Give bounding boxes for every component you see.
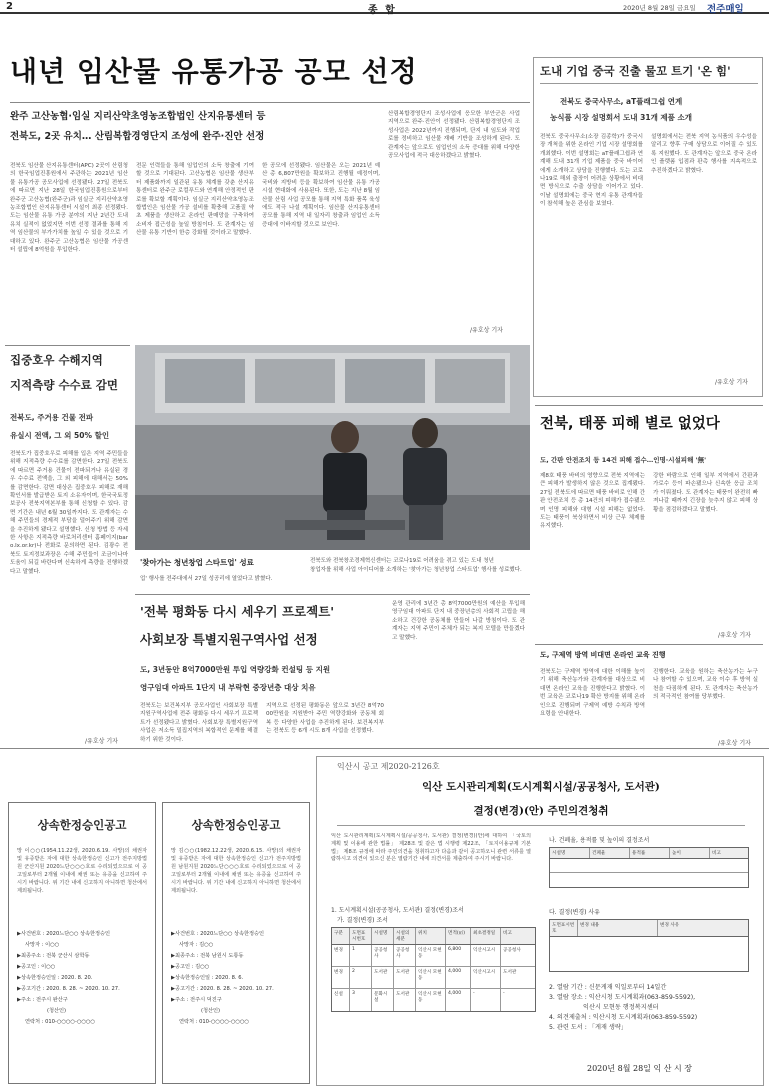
table-cell: 문화시설 (372, 989, 394, 1011)
ad-right-sec-r1: 나. 건폐율, 용적률 및 높이의 결정조서 (549, 837, 650, 844)
ad-right-r-table (549, 847, 749, 888)
lead-divider (10, 102, 530, 103)
table-cell: 익산시 모현동 (416, 989, 446, 1011)
china-subhead-2: 농식품 시장 설명회서 도내 31개 제품 소개 (550, 113, 693, 122)
welfare-rule (135, 594, 530, 595)
table-cell: 도서관 (394, 967, 416, 988)
lead-subhead-2: 전북도, 2곳 유치… 산림복합경영단지 조성에 완주·진안 선정 (10, 131, 265, 142)
ad-right-r-table2 (549, 919, 749, 972)
typhoon-body-col2: 강한 바람으로 인해 일부 지역에서 간판과 가로수 등이 파손됐으나 신속한 응급 조치가 이뤄졌다. 도 관계자는 태풍이 완전히 빠져나갈 때까지 긴장을 늦추지 않고 피해 상황을 점검하겠다고 말했다. (653, 473, 758, 513)
welfare-body-col3: 운영 관리에 3년간 총 8억7000만원의 예산을 투입해 영구임대 아파트 단지 내 중장년층의 사회적 고립을 해소하고 건강한 공동체를 만들어 나갈 방침이다. 도 관계자는 지역 주민이 주체가 되는 복지 모델을 만들겠다고 말했다. (392, 601, 525, 641)
welfare-title-2: 사회보장 특별지원구역사업 선정 (140, 632, 318, 647)
ad-right-footer-item: 2. 열람 기간 : 신문게재 익일로부터 14일간 (549, 984, 667, 991)
ad-left-item: ▶상속한정승인일 : 2020. 8. 20. (17, 975, 93, 981)
ad-right-table (331, 927, 536, 1012)
typhoon-rule (535, 405, 763, 406)
r-table-header-cell: 비고 (712, 851, 721, 856)
ad-right-title-underline (337, 825, 745, 826)
left-article-body: 전북도가 집중호우로 피해를 입은 지역 주민들을 위해 지적측량 수수료를 감면한다. 27일 전북도에 따르면 주거용 건물이 전파되거나 유실된 경우 수수료 전액을, 그 외 피해에 대해서는 50%를 감면한다. 감면 대상은 집중호우 피해로 재해 확인서를 발급받은 토지 소유자이며, 한국국토정보공사 전북지역본부를 통해 신청할 수 있다. 감면 기간은 내년 6월 30일까지다. 도 관계자는 수해 주민들의 경제적 부담을 덜어주기 위해 감면을 추진하게 됐다고 설명했다. 신청 방법 등 자세한 사항은 지적측량 바로처리센터 홈페이지(baro.lx.or.kr)나 전화로 문의하면 된다. 김광수 전북도 토지정보과장은 수해 주민들이 조금이나마 도움이 되길 바란다며 신속하게 측량을 진행하겠다고 말했다. (10, 451, 128, 575)
welfare-body-col1: 전북도는 보건복지부 공모사업인 사회보장 특별지원구역사업에 전주 평화동 다시 세우기 프로젝트가 선정됐다고 밝혔다. 사회보장 특별지원구역사업은 저소득 밀집지역의 복합적인 문제를 해결하기 위한 것이다. (140, 703, 258, 742)
ad-left-items (17, 929, 147, 1028)
ad-left-item: 연락처 : 010-○○○○-○○○○ (25, 1019, 95, 1025)
left-article-subhead-1: 전북도, 주거용 건물 전파 (10, 413, 94, 422)
china-title: 도내 기업 중국 진출 물꼬 트기 '온 힘' (540, 63, 758, 84)
ad-inheritance-mid (162, 802, 310, 1084)
welfare-title-1: '전북 평화동 다시 세우기 프로젝트' (140, 604, 335, 619)
china-subhead-1: 전북도 중국사무소, aT플래그쉽 연계 (560, 97, 683, 106)
table-cell: 도서관 (372, 967, 394, 988)
edu-body-col1: 전북도는 구제역 방역에 대한 이해를 높이기 위해 축산농가와 관계자를 대상으로 비대면 온라인 교육을 진행한다고 밝혔다. 이번 교육은 코로나19 확산 방지를 위해 온라인으로 진행되며 구제역 예방 수칙과 방역 요령을 안내한다. (540, 669, 645, 718)
ad-right-title-1: 익산 도시관리계획(도시계획시설/공공청사, 도서관) (422, 781, 660, 793)
left-article-byline: /유호상 기자 (85, 738, 118, 745)
typhoon-body-col1: 제8호 태풍 바비의 영향으로 전북 지역에는 큰 피해가 발생하지 않은 것으로 집계됐다. 27일 전북도에 따르면 태풍 바비로 인해 간판 안전조치 등 총 14건의 피해가 접수됐으며 인명 피해와 대형 시설 피해는 없었다. 도는 태풍이 북상하면서 비상 근무 체제를 유지했다. (540, 473, 645, 530)
lead-subhead-1: 완주 고산농협·임실 지리산약초영농조합법인 산지유통센터 등 (10, 111, 266, 122)
lead-body-col4: 산림복합경영단지 조성사업에 응모한 부안군은 사업 지역으로 완주·진안이 선정됐다. 산림복합경영단지 조성사업은 2022년까지 진행되며, 단지 내 임도와 작업로를 정비하고 임산물 재배 기반을 조성하게 된다. 도 관계자는 앞으로도 임업인의 소득 증대를 위해 다양한 공모사업에 적극 대응하겠다고 밝혔다. (388, 111, 520, 160)
ad-right-sec1: 1. 도시계획시설(공공청사, 도서관) 결정(변경)조서 (331, 907, 464, 914)
page-number: 2 (6, 1, 13, 12)
edu-byline: /유호상 기자 (718, 740, 751, 747)
table-cell: 익산시고시 (471, 967, 501, 988)
ad-mid-item: ▶사건번호 : 2020느단○○ 상속한정승인 (171, 931, 265, 937)
ad-mid-item: (청산인) (201, 1008, 221, 1014)
table-header-cell: 비고 (503, 931, 512, 936)
ad-left-item: (청산인) (47, 1008, 67, 1014)
table-cell: 4,000 (446, 967, 471, 988)
left-article-rule (5, 345, 130, 346)
r-table2-row (550, 937, 748, 971)
photo-caption-bottom: 업' 행사를 전주대에서 27일 성공리에 열었다고 밝혔다. (140, 576, 273, 582)
issue-date: 2020년 8월 28일 금요일 (623, 4, 696, 12)
table-cell: 1 (350, 945, 372, 966)
welfare-subhead-2: 영구임대 아파트 1단지 내 부락현 중장년층 대상 치유 (140, 683, 316, 692)
table-cell: 신설 (332, 989, 350, 1011)
ad-mid-body: 망 김○○(1982.12.22생, 2020.6.15. 사망)의 채권자 및 유증받은 자에 대한 상속한정승인 신고가 전주지방법원 남원지원 2020느단○○○호로 수리되었으므로 이 공고일로부터 2개월 이내에 채권 또는 유증을 신고하여 주시기 바랍니다. 위 기간 내에 신고하지 아니하면 청산에서 제외됩니다. (171, 848, 301, 894)
table-header-row (332, 928, 535, 945)
left-article-subhead-2: 유실시 전액, 그 외 50% 할인 (10, 431, 110, 440)
ad-right-title-2: 결정(변경)(안) 주민의견청취 (473, 805, 609, 817)
table-cell: 6,800 (446, 945, 471, 966)
ad-left-item: ▶사건번호 : 2020느단○○ 상속한정승인 (17, 931, 111, 937)
table-header-cell: 구분 (332, 928, 350, 944)
ad-right-sec-r2: 다. 결정(변경) 사유 (549, 909, 600, 916)
photo-caption-text-1: 전북도와 전북창조경제혁신센터는 코로나19로 어려움을 겪고 있는 도내 청년 (310, 558, 494, 564)
china-body-col2: 설명회에서는 전북 지역 농식품의 우수성을 알리고 향후 구매 상담으로 이어질 수 있도록 지원했다. 도 관계자는 앞으로 중국 온라인 플랫폼 입점과 판촉 행사를 지속적으로 추진하겠다고 밝혔다. (651, 134, 757, 174)
table-header-cell: 면적(㎡) (446, 928, 471, 944)
section-name: 종 합 (368, 5, 397, 16)
r-table-row (550, 859, 748, 873)
table-cell: 3 (350, 989, 372, 1011)
r-table-header-cell: 높이 (670, 848, 710, 858)
ad-mid-item: ▶주소 : 전주시 덕진구 (171, 997, 222, 1003)
china-byline: /유호상 기자 (715, 379, 748, 386)
lead-body-col3: 한 공모에 선정됐다. 임산물은 오는 2021년 예산 총 6,807만원을 확보하고 진행될 예정이며, 국비와 지방비 등을 확보하여 임산물 유통 가공 시설 현대화에 사용된다. 또한, 도는 지난 8월 임산물 산림 사업 공모를 통해 지역 특화 품목 육성에도 적극 나설 계획이다. 임산물 산지유통센터 공모를 통해 지역 내 일자리 창출과 임업인 소득 증대에 이바지할 것으로 보인다. (262, 163, 380, 228)
ad-mid-item: 사망자 : 김○○ (179, 942, 214, 948)
photo-illustration (135, 345, 530, 550)
ad-mid-item: 연락처 : 010-○○○○-○○○○ (179, 1019, 249, 1025)
ad-left-item: 사망자 : 이○○ (25, 942, 60, 948)
photo-caption-text-2: 창업자를 위해 사업 아이디어를 소개하는 '찾아가는 청년창업 스타트업' 행사를 성료했다. (310, 567, 522, 573)
table-cell: 변경 (332, 945, 350, 966)
startup-event-photo (135, 345, 530, 550)
ad-right-footer-item: 3. 열람 장소 : 익산시청 도시계획과(063-859-5592), (549, 994, 696, 1001)
page-header (0, 0, 769, 14)
ad-right-footer-item: 5. 관련 도서 : 「게재 생략」 (549, 1024, 628, 1031)
table-header-cell: 시설명 (372, 928, 394, 944)
table-cell: 공공청사 (372, 945, 394, 966)
table-row (332, 967, 535, 989)
r-table-header-cell: 건폐율 (590, 848, 630, 858)
ad-mid-items (171, 929, 301, 1028)
left-article-title-2: 지적측량 수수료 감면 (10, 378, 118, 392)
photo-caption-main: '찾아가는 청년창업 스타트업' 성료 (140, 558, 254, 567)
edu-title: 도, 구제역 방역 비대면 온라인 교육 진행 (540, 651, 666, 659)
table-cell: - (471, 989, 501, 1011)
ad-inheritance-left (8, 802, 156, 1084)
r-table-header-cell: 용적률 (630, 848, 670, 858)
ad-right-intro: 익산 도시관리계획(도시계획시설/공공청사, 도서관) 결정(변경)(안)에 대하여 「국토의 계획 및 이용에 관한 법률」 제28조 및 같은 법 시행령 제22조, 「토지이용규제 기본법」 제8조 규정에 따라 주민의견을 청취하고자 다음과 같이 공고하오니 관련 서류를 열람하시고 의견이 있으신 분은 열람기간 내에 의견서를 제출하여 주시기 바랍니다. (331, 833, 531, 863)
table-cell: 익산시 모현동 (416, 967, 446, 988)
ad-left-item: ▶최종주소 : 전북 군산시 삼학동 (17, 953, 90, 959)
ad-right-footer-items (549, 983, 759, 1033)
lead-byline: /유호상 기자 (470, 327, 503, 334)
table-row (332, 989, 535, 1011)
ad-right-footer-item: 익산시 모현동 행정복지센터 (583, 1004, 659, 1011)
ad-right-sec1a: 가. 결정(변경) 조서 (337, 917, 388, 924)
table-cell: 도서관 (503, 970, 517, 975)
table-header-cell: 위치 (416, 928, 446, 944)
table-cell: 익산시고시 (471, 945, 501, 966)
table-cell: - (503, 991, 505, 996)
lead-headline: 내년 임산물 유통가공 공모 선정 (10, 55, 418, 88)
r-table2-header-cell: 도면표시번호 (550, 920, 578, 936)
ads-separator (0, 748, 769, 749)
table-cell: 도서관 (394, 989, 416, 1011)
ad-left-body: 망 이○○(1954.11.22생, 2020.6.19. 사망)의 채권자 및 유증받은 자에 대한 상속한정승인 신고가 전주지방법원 군산지원 2020느단○○○호로 수리되었으므로 이 공고일로부터 2개월 이내에 채권 또는 유증을 신고하여 주시기 바랍니다. 위 기간 내에 신고하지 아니하면 청산에서 제외됩니다. (17, 848, 147, 894)
ad-left-item: ▶공고인 : 이○○ (17, 964, 56, 970)
left-article-title-1: 집중호우 수해지역 (10, 353, 103, 367)
ad-left-item: ▶공고기간 : 2020. 8. 28. ~ 2020. 10. 27. (17, 986, 120, 992)
ad-mid-title: 상속한정승인공고 (191, 818, 281, 832)
r-table2-header-cell: 변경 사유 (660, 923, 680, 928)
table-cell: 공공청사 (394, 945, 416, 966)
ad-left-title: 상속한정승인공고 (37, 818, 127, 832)
table-header-cell: 시설의 세분 (394, 928, 416, 944)
ad-right-footer-item: 4. 의견제출처 : 익산시청 도시계획과(063-859-5592) (549, 1014, 698, 1021)
r-table-row (550, 873, 748, 887)
table-header-cell: 최초결정일 (471, 928, 501, 944)
r-table-header-cell: 시설명 (550, 848, 590, 858)
ad-right-date-signature: 2020년 8월 28일 익 산 시 장 (587, 1064, 692, 1073)
table-cell: 4,000 (446, 989, 471, 1011)
ad-mid-item: ▶공고기간 : 2020. 8. 28. ~ 2020. 10. 27. (171, 986, 274, 992)
china-body-col1: 전북도 중국사무소(소장 김종학)가 중국시장 개척을 위한 온라인 기업 시장 설명회를 개최했다. 이번 설명회는 aT플래그쉽과 연계해 도내 31개 기업 제품을 중국 바이어에게 소개하고 상담을 진행했다. 도는 코로나19로 해외 출장이 어려운 상황에서 비대면 방식으로 수출 상담을 이어가고 있다. 이날 설명회에는 중국 현지 유통 관계자들이 참석해 높은 관심을 보였다. (540, 134, 643, 208)
table-cell: 공공청사 (503, 948, 521, 953)
edu-body-col2: 진행한다. 교육을 원하는 축산농가는 누구나 참여할 수 있으며, 교육 이수 후 방역 실천을 다짐하게 된다. 도 관계자는 축산농가의 적극적인 참여를 당부했다. (653, 669, 758, 701)
ad-mid-item: ▶공고인 : 김○○ (171, 964, 210, 970)
table-row (332, 945, 535, 967)
lead-body-col1: 전북도 임산물 산지유통센터(APC) 2곳이 산림청의 한국임업진흥원에서 주관하는 2021년 임산물 유통가공 공모사업에 선정됐다. 27일 전북도에 따르면 지난 28일 한국임업진흥원으로부터 완주군 고산농협(완주군)과 임실군 지리산약초영농조합법인 산지유통센터 시설이 최종 선정됐다. 도는 임산물 유통 가공 분야의 지난 2년간 도내 유치 실적이 없었지만 이번 선정 결과를 통해 지역 임산물의 부가가치를 높일 수 있을 것으로 기대하고 있다. 완주군 고산농협은 임산물 가공센터 설립에 8억원을 투입한다. (10, 163, 128, 254)
r-table2-header-row (550, 920, 748, 937)
ad-mid-item: ▶상속한정승인일 : 2020. 8. 6. (171, 975, 244, 981)
edu-rule (535, 644, 763, 645)
welfare-subhead-1: 도, 3년동안 8억7000만원 투입 역량강화 컨설팅 등 지원 (140, 665, 331, 674)
table-cell: 2 (350, 967, 372, 988)
welfare-body-col2: 지역으로 선정된 평화동은 앞으로 3년간 8억7000만원을 지원받아 주민 역량강화와 공동체 회복 등 다양한 사업을 추진하게 된다. 보건복지부는 전북도 등 6개 시도 8개 사업을 선정했다. (266, 703, 384, 735)
typhoon-subhead: 도, 간판 안전조치 등 14건 피해 접수…인명·시설피해 '無' (540, 456, 707, 464)
masthead: 전주매일 (707, 4, 744, 15)
typhoon-title: 전북, 태풍 피해 별로 없었다 (540, 416, 720, 432)
typhoon-byline: /유호상 기자 (718, 632, 751, 639)
ad-iksan-notice (316, 756, 764, 1086)
ad-right-notice-no: 익산시 공고 제2020-2126호 (337, 762, 440, 771)
table-cell: 익산시 모현동 (416, 945, 446, 966)
table-header-cell: 도면표시번호 (350, 928, 372, 944)
ad-mid-item: ▶최종주소 : 전북 남원시 도통동 (171, 953, 244, 959)
table-cell: 변경 (332, 967, 350, 988)
lead-body-col2: 전문 인력들을 통해 임업인의 소득 창출에 기여할 것으로 기대된다. 고산농협은 임산물 생산부터 제품화까지 일관된 유통 체계를 갖춘 산지유통센터로 완주군 로컬푸드와 연계해 안정적인 판로를 확보할 계획이다. 임실군 지리산약초영농조합법인은 임산물 가공 설비를 확충해 고품질 약초 제품을 생산하고 온라인 판매망을 구축하여 소비자 접근성을 높일 방침이다. 도 관계자는 임산물 유통 기반이 한층 강화될 것이라고 말했다. (136, 163, 254, 237)
ad-left-item: ▶주소 : 전주시 완산구 (17, 997, 68, 1003)
r-table2-header-cell: 변경 내용 (578, 920, 658, 936)
r-table-header-row (550, 848, 748, 859)
